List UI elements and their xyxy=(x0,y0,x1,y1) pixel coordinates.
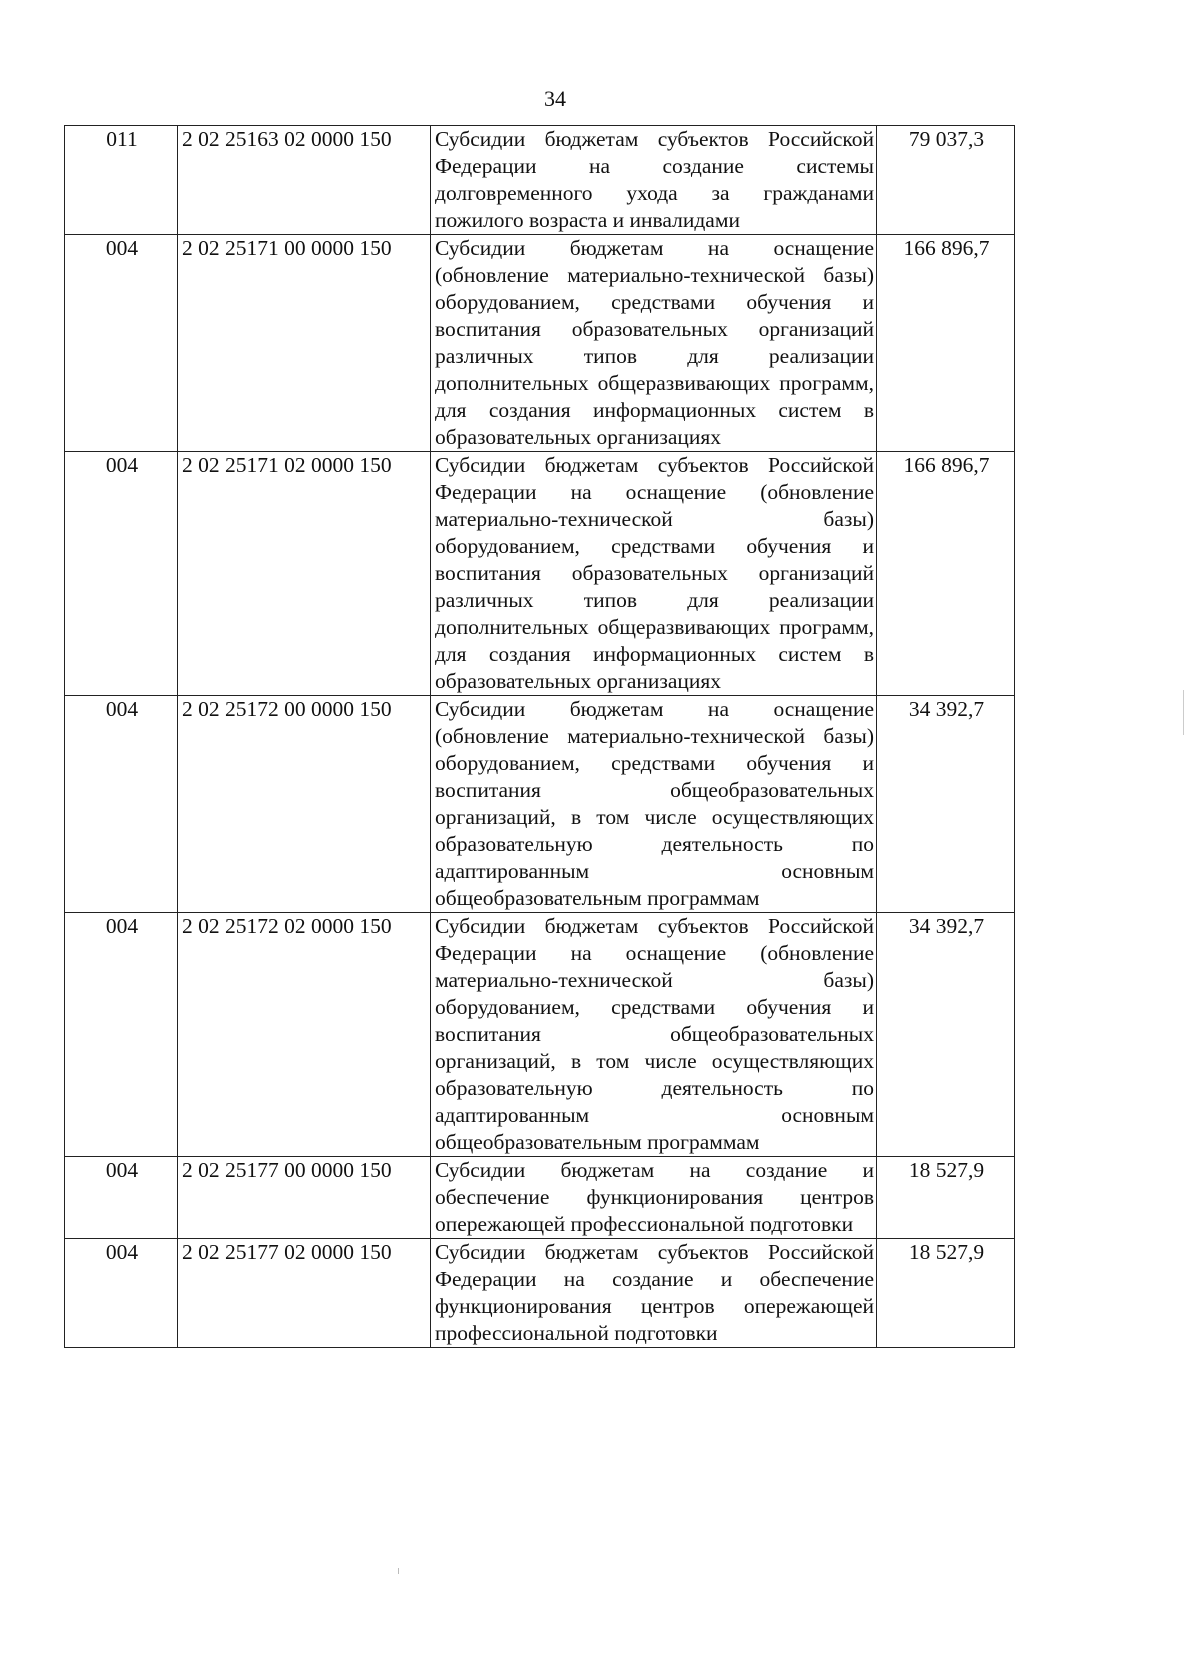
budget-code-cell: 2 02 25172 00 0000 150 xyxy=(178,696,431,913)
revenue-name-cell: Субсидии бюджетам на оснащение (обновление материально-технической базы) оборудованием, средствами обучения и воспитания общеобразовательных организаций, в том числе осуществляющих образовательную деятельность по адаптированным основным общеобразовательным программам xyxy=(431,696,877,913)
revenue-name-cell: Субсидии бюджетам субъектов Российской Федерации на создание и обеспечение функционирования центров опережающей профессиональной подготовки xyxy=(431,1239,877,1348)
table-row xyxy=(65,1157,1015,1239)
amount-cell: 34 392,7 xyxy=(877,913,1015,1157)
budget-code-cell: 2 02 25171 02 0000 150 xyxy=(178,452,431,696)
revenue-name-cell: Субсидии бюджетам на оснащение (обновление материально-технической базы) оборудованием, средствами обучения и воспитания образовательных организаций различных типов для реализации дополнительных общеразвивающих программ, для создания информационных систем в образовательных организациях xyxy=(431,235,877,452)
amount-cell: 166 896,7 xyxy=(877,452,1015,696)
scan-margin-mark xyxy=(1183,690,1184,735)
admin-code-cell: 011 xyxy=(65,126,178,235)
admin-code-cell: 004 xyxy=(65,1239,178,1348)
admin-code-cell: 004 xyxy=(65,696,178,913)
amount-cell: 34 392,7 xyxy=(877,696,1015,913)
budget-code-cell: 2 02 25177 02 0000 150 xyxy=(178,1239,431,1348)
table-row xyxy=(65,452,1015,696)
table-row xyxy=(65,696,1015,913)
revenue-name-cell: Субсидии бюджетам субъектов Российской Федерации на оснащение (обновление материально-технической базы) оборудованием, средствами обучения и воспитания образовательных организаций различных типов для реализации дополнительных общеразвивающих программ, для создания информационных систем в образовательных организациях xyxy=(431,452,877,696)
revenue-name-cell: Субсидии бюджетам на создание и обеспечение функционирования центров опережающей профессиональной подготовки xyxy=(431,1157,877,1239)
page-number: 34 xyxy=(544,86,566,111)
budget-revenue-table xyxy=(64,125,1015,1348)
table-row xyxy=(65,913,1015,1157)
revenue-name-cell: Субсидии бюджетам субъектов Российской Федерации на оснащение (обновление материально-технической базы) оборудованием, средствами обучения и воспитания общеобразовательных организаций, в том числе осуществляющих образовательную деятельность по адаптированным основным общеобразовательным программам xyxy=(431,913,877,1157)
table-row xyxy=(65,235,1015,452)
budget-code-cell: 2 02 25177 00 0000 150 xyxy=(178,1157,431,1239)
amount-cell: 79 037,3 xyxy=(877,126,1015,235)
admin-code-cell: 004 xyxy=(65,452,178,696)
scan-speck xyxy=(398,1568,399,1574)
admin-code-cell: 004 xyxy=(65,913,178,1157)
revenue-name-cell: Субсидии бюджетам субъектов Российской Федерации на создание системы долговременного ухода за гражданами пожилого возраста и инвалидами xyxy=(431,126,877,235)
budget-code-cell: 2 02 25163 02 0000 150 xyxy=(178,126,431,235)
budget-code-cell: 2 02 25171 00 0000 150 xyxy=(178,235,431,452)
amount-cell: 18 527,9 xyxy=(877,1239,1015,1348)
table-row xyxy=(65,126,1015,235)
table-row xyxy=(65,1239,1015,1348)
amount-cell: 166 896,7 xyxy=(877,235,1015,452)
admin-code-cell: 004 xyxy=(65,235,178,452)
budget-code-cell: 2 02 25172 02 0000 150 xyxy=(178,913,431,1157)
amount-cell: 18 527,9 xyxy=(877,1157,1015,1239)
admin-code-cell: 004 xyxy=(65,1157,178,1239)
